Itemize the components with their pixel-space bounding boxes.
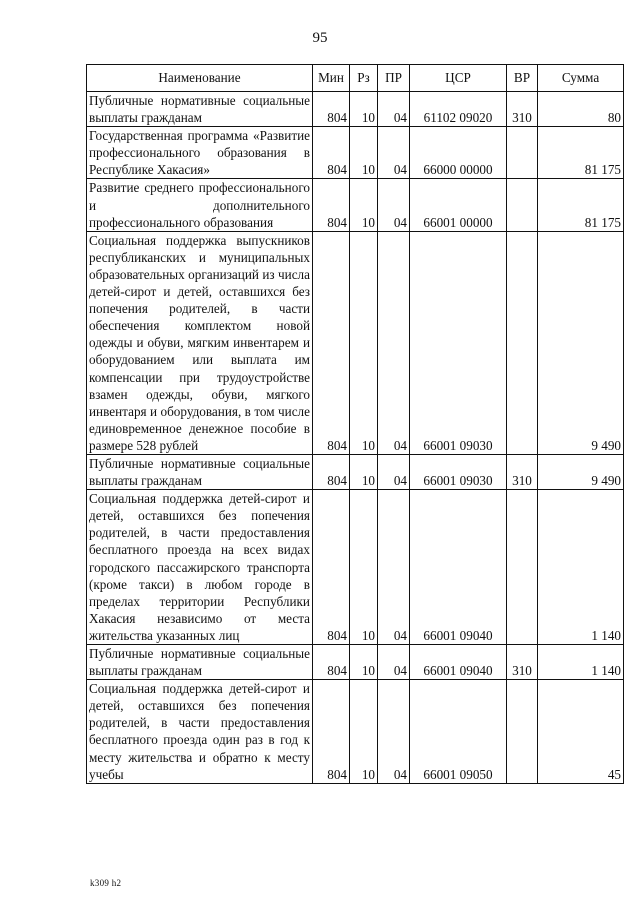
row-rz: 10 — [350, 127, 378, 179]
row-sum: 45 — [538, 680, 624, 784]
row-rz: 10 — [350, 490, 378, 645]
table-header-row — [87, 65, 624, 92]
header-pr: ПР — [378, 65, 410, 92]
header-sum: Сумма — [538, 65, 624, 92]
row-rz: 10 — [350, 645, 378, 680]
table-row — [87, 680, 624, 784]
row-pr: 04 — [378, 92, 410, 127]
row-sum: 9 490 — [538, 231, 624, 454]
row-min: 804 — [313, 127, 350, 179]
row-vr — [507, 490, 538, 645]
row-name: Публичные нормативные социальные выплаты гражданам — [87, 92, 313, 127]
row-csr: 61102 09020 — [410, 92, 507, 127]
row-name: Развитие среднего профессионального и дополнительного профессионального образования — [87, 179, 313, 231]
row-vr — [507, 231, 538, 454]
footer-code: k309 h2 — [90, 878, 122, 888]
row-vr — [507, 179, 538, 231]
row-vr — [507, 127, 538, 179]
row-vr: 310 — [507, 454, 538, 489]
row-min: 804 — [313, 179, 350, 231]
table-row — [87, 454, 624, 489]
header-name: Наименование — [87, 65, 313, 92]
row-min: 804 — [313, 645, 350, 680]
row-pr: 04 — [378, 127, 410, 179]
row-csr: 66001 09030 — [410, 231, 507, 454]
row-sum: 1 140 — [538, 490, 624, 645]
row-rz: 10 — [350, 92, 378, 127]
row-sum: 1 140 — [538, 645, 624, 680]
header-min: Мин — [313, 65, 350, 92]
table-row — [87, 179, 624, 231]
row-csr: 66001 09050 — [410, 680, 507, 784]
table-row — [87, 127, 624, 179]
row-pr: 04 — [378, 490, 410, 645]
row-pr: 04 — [378, 454, 410, 489]
row-pr: 04 — [378, 179, 410, 231]
row-rz: 10 — [350, 179, 378, 231]
row-csr: 66001 00000 — [410, 179, 507, 231]
row-sum: 81 175 — [538, 179, 624, 231]
row-min: 804 — [313, 231, 350, 454]
row-csr: 66000 00000 — [410, 127, 507, 179]
row-sum: 80 — [538, 92, 624, 127]
row-name: Публичные нормативные социальные выплаты гражданам — [87, 645, 313, 680]
row-pr: 04 — [378, 680, 410, 784]
table-row — [87, 92, 624, 127]
row-pr: 04 — [378, 231, 410, 454]
row-name: Социальная поддержка выпускников республиканских и муниципальных образовательных организаций из числа детей-сирот и детей, оставшихся без попечения родителей, в части обеспечения комплектом новой одежды и обуви, мягким инвентарем и оборудованием или выплата им компенсации при трудоустройстве взамен одежды, обуви, мягкого инвентаря и оборудования, в том числе единовременное денежное пособие в размере 528 рублей — [87, 231, 313, 454]
row-name: Государственная программа «Развитие профессионального образования в Республике Хакасия» — [87, 127, 313, 179]
row-name: Публичные нормативные социальные выплаты гражданам — [87, 454, 313, 489]
row-sum: 9 490 — [538, 454, 624, 489]
row-vr: 310 — [507, 92, 538, 127]
row-name: Социальная поддержка детей-сирот и детей, оставшихся без попечения родителей, в части предоставления бесплатного проезда на всех видах городского пассажирского транспорта (кроме такси) в любом городе в пределах территории Республики Хакасия независимо от места жительства указанных лиц — [87, 490, 313, 645]
row-min: 804 — [313, 490, 350, 645]
row-rz: 10 — [350, 454, 378, 489]
header-csr: ЦСР — [410, 65, 507, 92]
budget-table — [86, 64, 624, 784]
table-row — [87, 231, 624, 454]
row-min: 804 — [313, 680, 350, 784]
row-min: 804 — [313, 92, 350, 127]
table-row — [87, 490, 624, 645]
row-name: Социальная поддержка детей-сирот и детей, оставшихся без попечения родителей, в части предоставления бесплатного проезда один раз в год к месту жительства и обратно к месту учебы — [87, 680, 313, 784]
row-vr: 310 — [507, 645, 538, 680]
page-number: 95 — [312, 30, 328, 46]
header-vr: ВР — [507, 65, 538, 92]
row-csr: 66001 09030 — [410, 454, 507, 489]
row-pr: 04 — [378, 645, 410, 680]
table-row — [87, 645, 624, 680]
row-csr: 66001 09040 — [410, 645, 507, 680]
row-rz: 10 — [350, 231, 378, 454]
row-vr — [507, 680, 538, 784]
row-rz: 10 — [350, 680, 378, 784]
row-csr: 66001 09040 — [410, 490, 507, 645]
row-sum: 81 175 — [538, 127, 624, 179]
header-rz: Рз — [350, 65, 378, 92]
row-min: 804 — [313, 454, 350, 489]
